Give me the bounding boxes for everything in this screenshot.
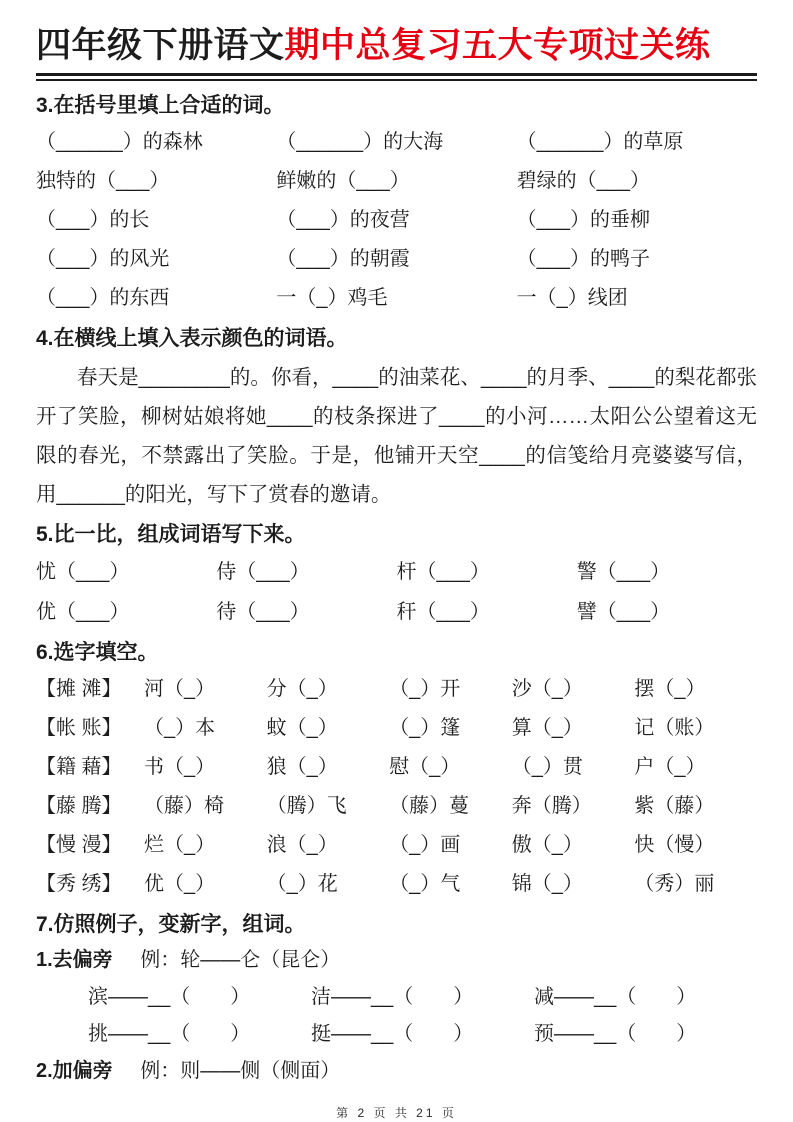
- sub1-label: 1.去偏旁: [36, 949, 113, 972]
- choice-item: （秀）丽: [634, 873, 715, 896]
- section5-row-2: [36, 592, 757, 632]
- radical-item: 预——__（ ）: [534, 1023, 697, 1046]
- char-pair-label: 【藤 腾】: [36, 795, 122, 818]
- section4-paragraph: 春天是________的。你看，____的油菜花、____的月季、____的梨花都张开了笑脸，柳树姑娘将她____的枝条探进了____的小河……太阳公公望着这无限的春光，不禁露出了笑脸。于是，他铺开天空____的信笺给月亮婆婆写信，用______的阳光，写下了赏春的邀请。: [36, 366, 757, 507]
- choice-item: （_）本: [144, 717, 216, 740]
- section7-heading: 7.仿照例子，变新字，组词。: [36, 913, 306, 937]
- char-pair-label: 【籍 藉】: [36, 756, 122, 779]
- section3-row-3: [36, 201, 757, 240]
- section5-heading: 5.比一比，组成词语写下来。: [36, 523, 306, 547]
- choice-item: 奔（腾）: [511, 795, 592, 818]
- choice-item: 慰（_）: [389, 756, 461, 779]
- choice-item: 锦（_）: [511, 873, 583, 896]
- char-pair-label: 【帐 账】: [36, 717, 122, 740]
- section6-row-2: [36, 709, 757, 748]
- fill-item: （______）的森林: [36, 131, 203, 154]
- section3-row-1: [36, 123, 757, 162]
- fill-item: 碧绿的（___）: [516, 170, 651, 193]
- choice-item: （_）气: [389, 873, 461, 896]
- section7-row-2: [36, 1016, 757, 1053]
- section7-sub1: [36, 942, 757, 979]
- section6-row-1: [36, 670, 757, 709]
- section3-row-4: [36, 240, 757, 279]
- sub1-example: 例：轮——仑（昆仑）: [140, 949, 341, 972]
- fill-item: 一（_）鸡毛: [276, 287, 388, 310]
- section6-row-6: [36, 865, 757, 904]
- page-number-footer: 第 2 页 共 21 页: [336, 1106, 457, 1121]
- choice-item: 紫（藤）: [634, 795, 715, 818]
- choice-item: 优（_）: [144, 873, 216, 896]
- fill-item: 鲜嫩的（___）: [276, 170, 410, 193]
- sub2-example: 例：则——侧（侧面）: [140, 1060, 341, 1083]
- choice-item: （藤）蔓: [389, 795, 470, 818]
- fill-item: 一（_）线团: [516, 287, 628, 310]
- section3-row-5: [36, 279, 757, 318]
- choice-item: （_）花: [266, 873, 338, 896]
- compare-item: 待（___）: [216, 601, 310, 624]
- choice-item: 烂（_）: [144, 834, 216, 857]
- choice-item: 狼（_）: [266, 756, 338, 779]
- compare-item: 警（___）: [576, 561, 671, 584]
- fill-item: （______）的草原: [516, 131, 684, 154]
- compare-item: 优（___）: [36, 601, 130, 624]
- choice-item: （_）开: [389, 678, 461, 701]
- compare-item: 譬（___）: [576, 601, 671, 624]
- title-exam-part: 期中总复习五大专项过关练: [284, 26, 711, 65]
- choice-item: 快（慢）: [634, 834, 715, 857]
- section6-row-5: [36, 826, 757, 865]
- choice-item: 河（_）: [144, 678, 216, 701]
- section6-row-4: [36, 787, 757, 826]
- choice-item: 浪（_）: [266, 834, 338, 857]
- section4-heading: 4.在横线上填入表示颜色的词语。: [36, 327, 348, 351]
- fill-item: （___）的鸭子: [516, 248, 651, 271]
- radical-item: 洁——__（ ）: [311, 986, 474, 1009]
- fill-item: （___）的风光: [36, 248, 170, 271]
- choice-item: 傲（_）: [511, 834, 583, 857]
- title-double-rule: [36, 73, 757, 81]
- choice-item: 书（_）: [144, 756, 216, 779]
- section7-sub2: [36, 1053, 757, 1090]
- title-grade-part: 四年级下册语文: [36, 26, 285, 65]
- char-pair-label: 【秀 绣】: [36, 873, 122, 896]
- sub2-label: 2.加偏旁: [36, 1060, 113, 1083]
- choice-item: （藤）椅: [144, 795, 224, 818]
- choice-item: 沙（_）: [511, 678, 583, 701]
- fill-item: （___）的东西: [36, 287, 170, 310]
- choice-item: 分（_）: [266, 678, 338, 701]
- section7-row-1: [36, 979, 757, 1016]
- choice-item: （_）贯: [511, 756, 583, 779]
- choice-item: 户（_）: [634, 756, 706, 779]
- section3-heading: 3.在括号里填上合适的词。: [36, 94, 285, 118]
- char-pair-label: 【慢 漫】: [36, 834, 122, 857]
- section3-row-2: [36, 162, 757, 201]
- fill-item: （___）的垂柳: [516, 209, 651, 232]
- choice-item: 记（账）: [634, 717, 715, 740]
- choice-item: 算（_）: [511, 717, 583, 740]
- choice-item: （腾）飞: [266, 795, 347, 818]
- choice-item: （_）画: [389, 834, 461, 857]
- fill-item: （___）的夜营: [276, 209, 410, 232]
- section5-row-1: [36, 552, 757, 592]
- page-title: [36, 22, 757, 69]
- fill-item: （______）的大海: [276, 131, 444, 154]
- choice-item: 蚊（_）: [266, 717, 338, 740]
- fill-item: （___）的朝霞: [276, 248, 410, 271]
- compare-item: 秆（___）: [396, 601, 490, 624]
- compare-item: 忧（___）: [36, 561, 130, 584]
- compare-item: 杆（___）: [396, 561, 490, 584]
- radical-item: 挺——__（ ）: [311, 1023, 474, 1046]
- fill-item: （___）的长: [36, 209, 150, 232]
- fill-item: 独特的（___）: [36, 170, 170, 193]
- char-pair-label: 【摊 滩】: [36, 678, 122, 701]
- choice-item: 摆（_）: [634, 678, 706, 701]
- compare-item: 侍（___）: [216, 561, 310, 584]
- radical-item: 滨——__（ ）: [88, 986, 251, 1009]
- radical-item: 挑——__（ ）: [88, 1023, 251, 1046]
- choice-item: （_）篷: [389, 717, 461, 740]
- radical-item: 减——__（ ）: [534, 986, 697, 1009]
- section6-row-3: [36, 748, 757, 787]
- section6-heading: 6.选字填空。: [36, 641, 159, 665]
